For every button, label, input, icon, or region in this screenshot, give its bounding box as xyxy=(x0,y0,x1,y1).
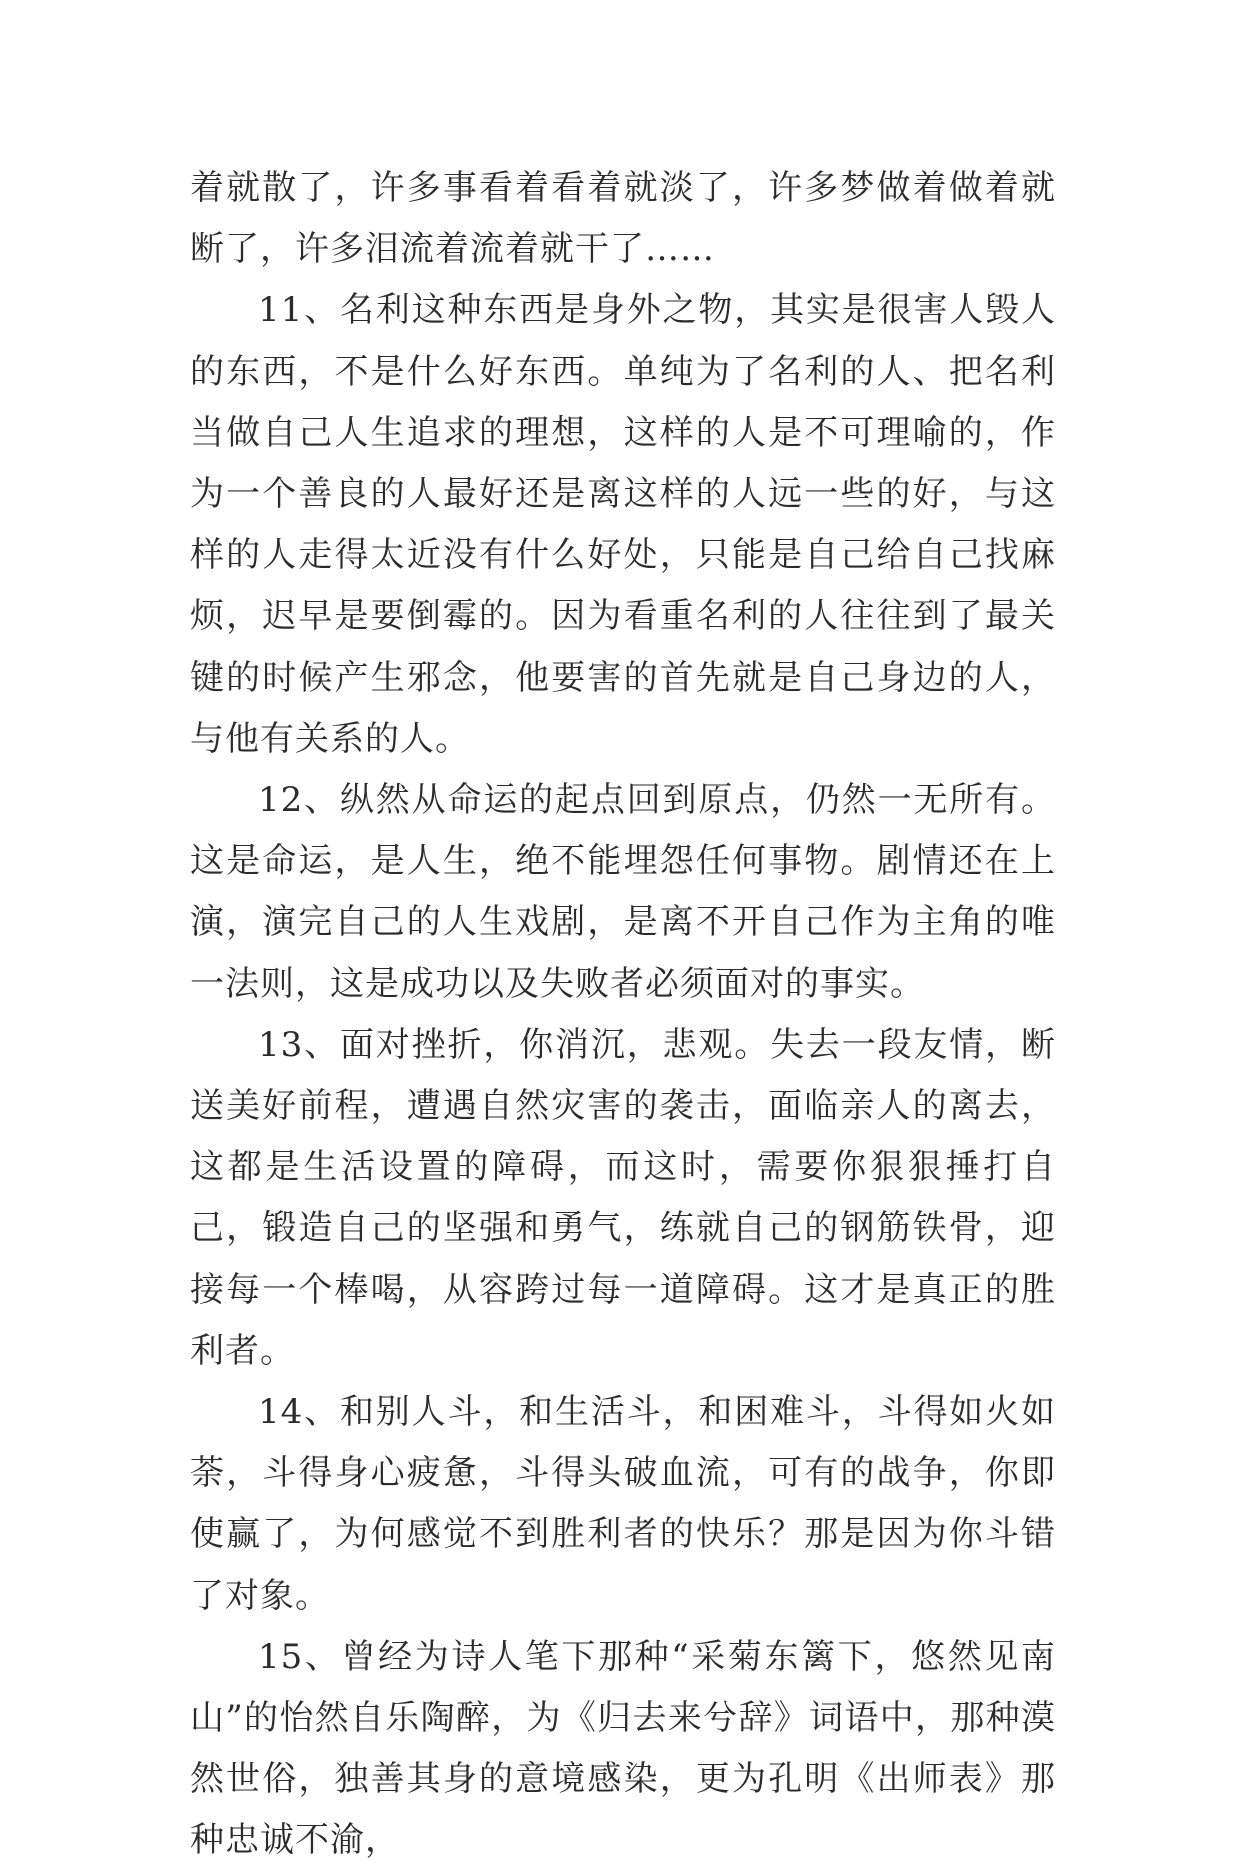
paragraph-12: 12、纵然从命运的起点回到原点，仍然一无所有。这是命运，是人生，绝不能埋怨任何事物。剧情还在上演，演完自己的人生戏剧，是离不开自己作为主角的唯一法则，这是成功以及失败者必须面对的事实。 xyxy=(190,780,1056,1004)
paragraph-continued: 着就散了，许多事看着看着就淡了，许多梦做着做着就断了，许多泪流着流着就干了…… xyxy=(190,168,1056,270)
paragraph-13: 13、面对挫折，你消沉，悲观。失去一段友情，断送美好前程，遭遇自然灾害的袭击，面临亲人的离去，这都是生活设置的障碍，而这时，需要你狠狠捶打自己，锻造自己的坚强和勇气，练就自己的钢筋铁骨，迎接每一个棒喝，从容跨过每一道障碍。这才是真正的胜利者。 xyxy=(190,1024,1056,1371)
document-body xyxy=(190,158,1056,1872)
paragraph-14: 14、和别人斗，和生活斗，和困难斗，斗得如火如荼，斗得身心疲惫，斗得头破血流，可有的战争，你即使赢了，为何感觉不到胜利者的快乐？那是因为你斗错了对象。 xyxy=(190,1392,1056,1616)
paragraph-15: 15、曾经为诗人笔下那种“采菊东篱下，悠然见南山”的怡然自乐陶醉，为《归去来兮辞》词语中，那种漠然世俗，独善其身的意境感染，更为孔明《出师表》那种忠诚不渝， xyxy=(190,1636,1056,1861)
paragraph-11: 11、名利这种东西是身外之物，其实是很害人毁人的东西，不是什么好东西。单纯为了名利的人、把名利当做自己人生追求的理想，这样的人是不可理喻的，作为一个善良的人最好还是离这样的人远一些的好，与这样的人走得太近没有什么好处，只能是自己给自己找麻烦，迟早是要倒霉的。因为看重名利的人往往到了最关键的时候产生邪念，他要害的首先就是自己身边的人，与他有关系的人。 xyxy=(190,290,1056,759)
